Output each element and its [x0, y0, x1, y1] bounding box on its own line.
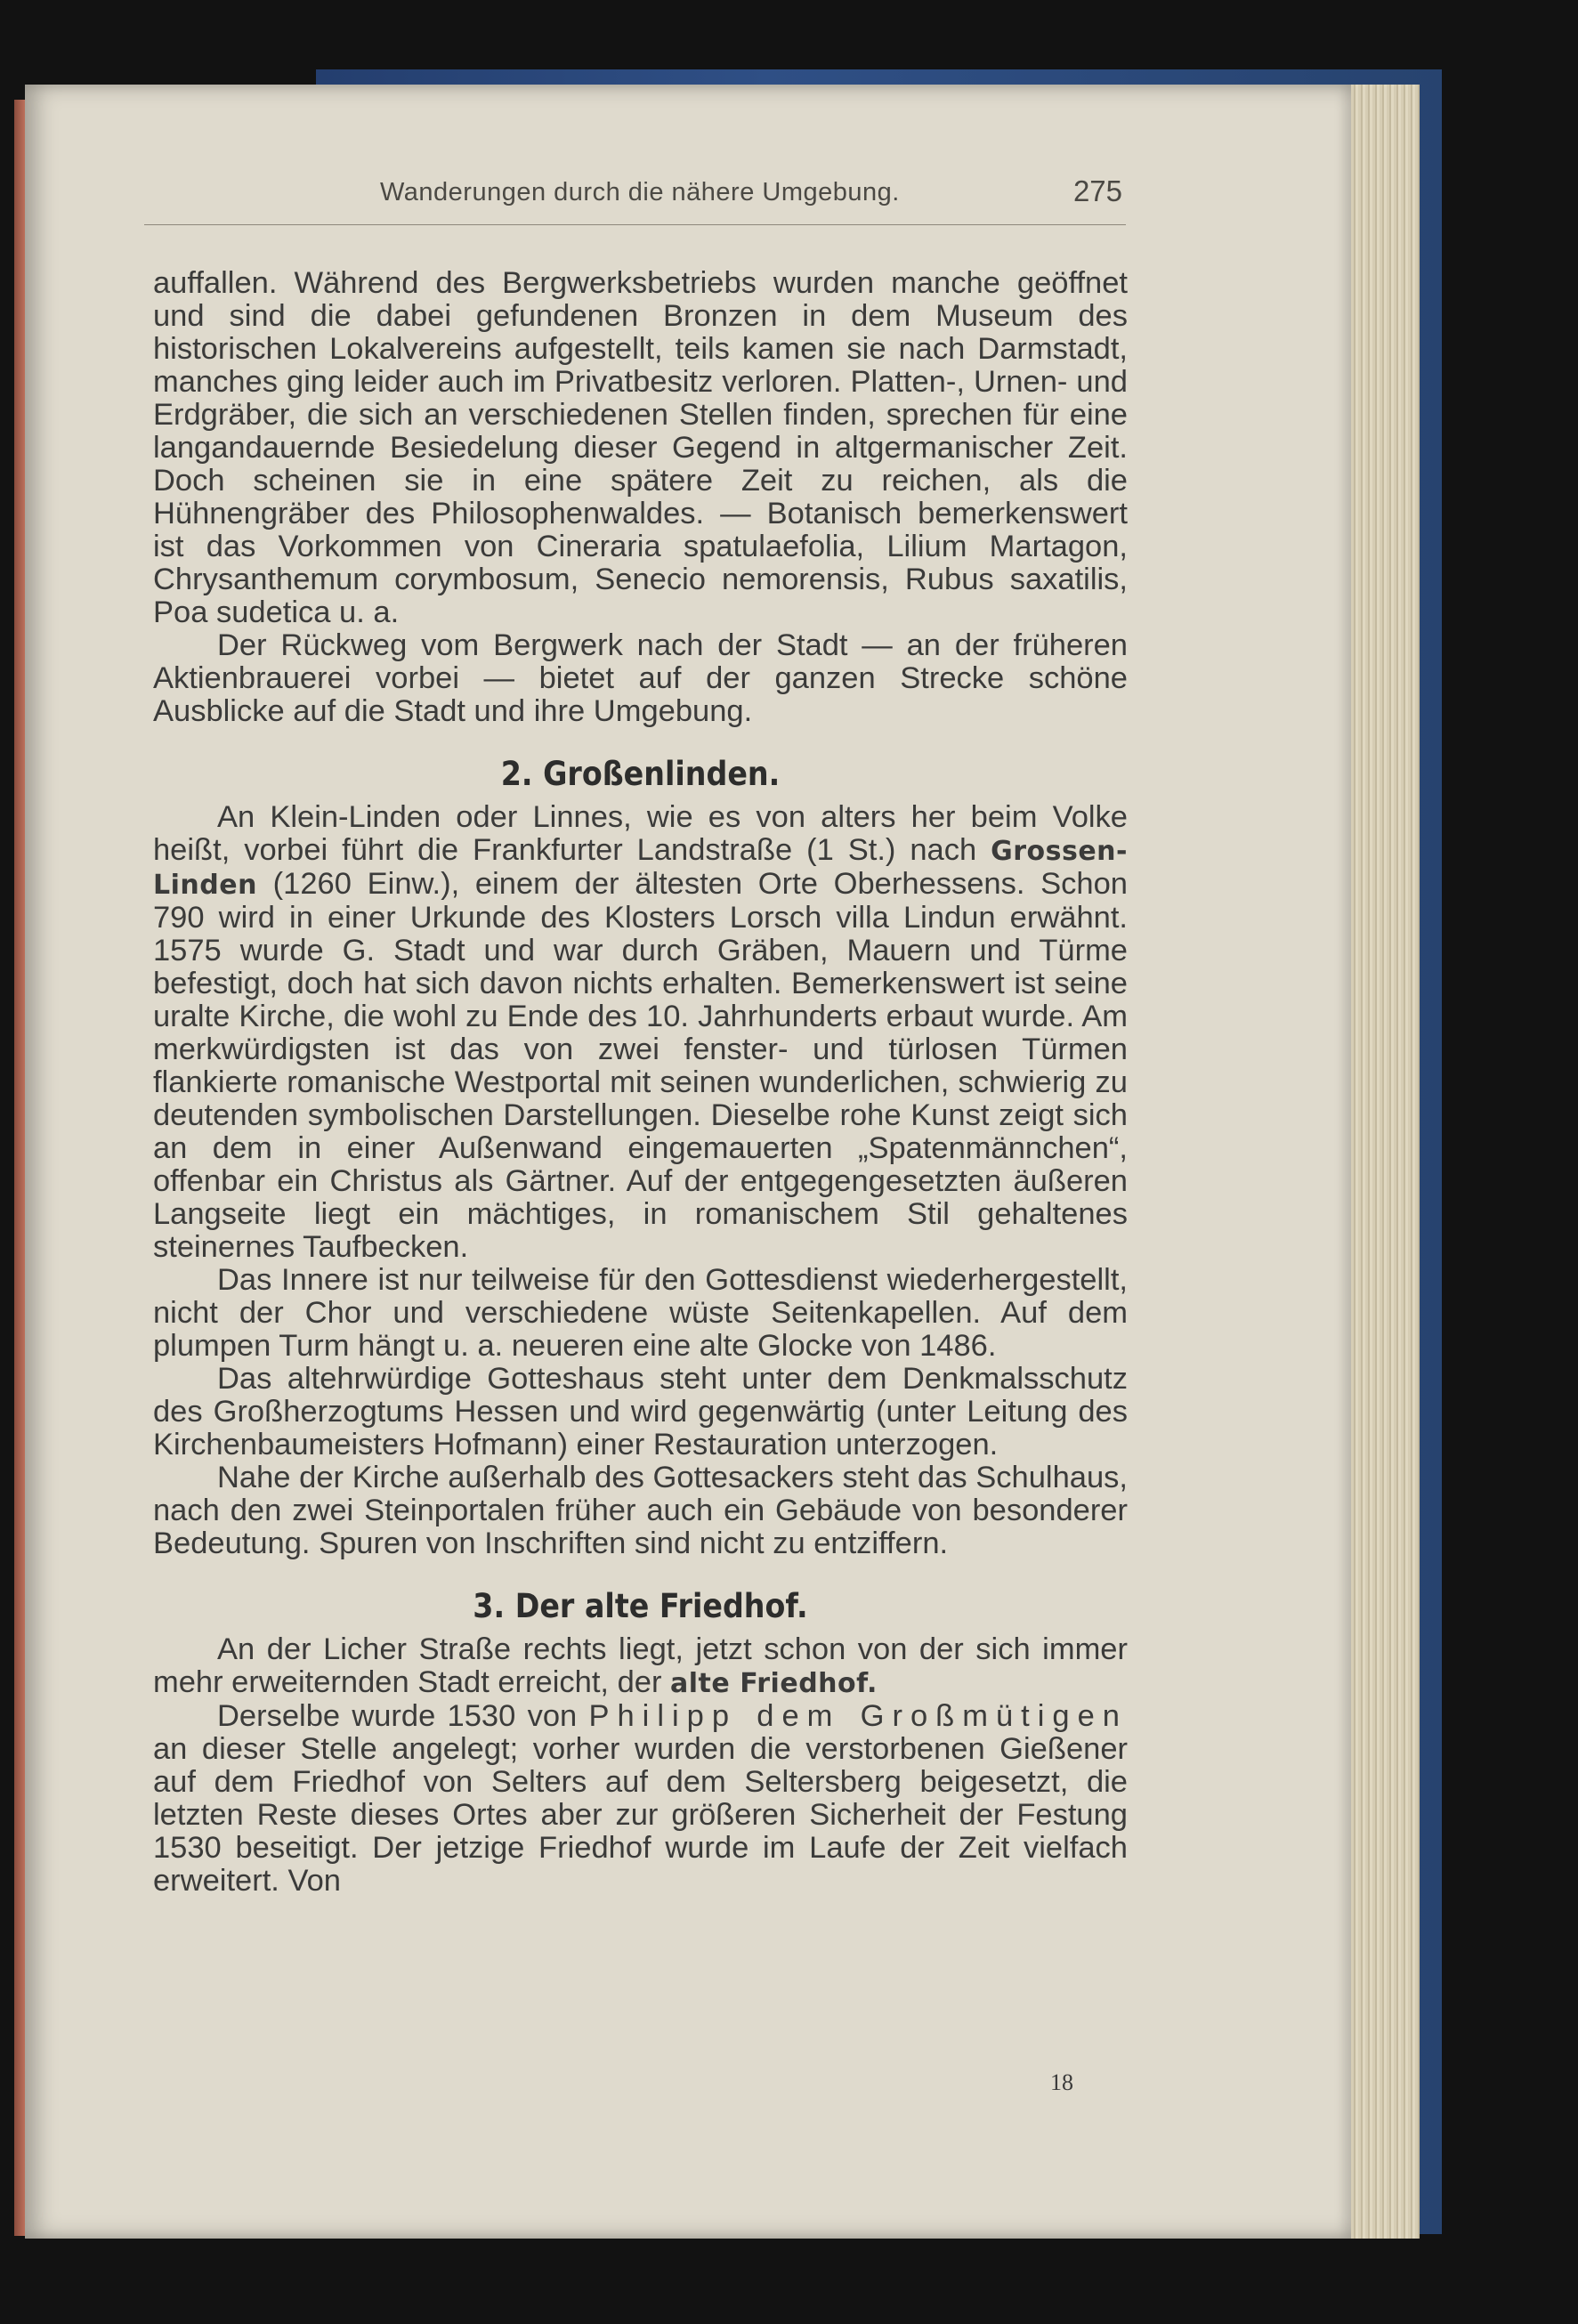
paragraph-grossenlinden [153, 801, 1128, 1264]
paragraph-friedhof-history-rest: an dieser Stelle angelegt; vorher wurden die verstorbenen Gießener auf dem Friedhof von Selters auf dem Seltersberg beigesetzt, die letzten Reste dieses Ortes aber zur größeren Sicherheit der Festung 1530 beseitigt. Der jetzige Friedhof wurde im Laufe der Zeit vielfach erweitert. Von [153, 1732, 1128, 1898]
paragraph-friedhof-history-start: Derselbe wurde 1530 von [217, 1699, 589, 1733]
term-alte-friedhof: alte Friedhof. [670, 1668, 878, 1699]
paragraph-grossenlinden-start: An Klein-Linden oder Linnes, wie es von alters her beim Volke heißt, vorbei führt die Frankfurter Landstraße (1 St.) nach [153, 800, 1128, 867]
page-number: 275 [1072, 174, 1122, 207]
body-text [153, 267, 1128, 1898]
paragraph-innere: Das Innere ist nur teilweise für den Gottesdienst wiederhergestellt, nicht der Chor und verschiedene wüste Seitenkapellen. Auf dem plumpen Turm hängt u. a. neueren eine alte Glocke von 1486. [153, 1263, 1128, 1363]
paragraph-bergwerk: auffallen. Während des Bergwerksbetriebs wurden manche geöffnet und sind die dabei gefundenen Bronzen in dem Museum des historischen Lokalvereins aufgestellt, teils kamen sie nach Darmstadt, manches ging leider auch im Privatbesitz verloren. Platten-, Urnen- und Erdgräber, die sich an verschiedenen Stellen finden, sprechen für eine langandauernde Besiedelung dieser Gegend in altgermanischer Zeit. Doch scheinen sie in eine spätere Zeit zu reichen, als die Hühnengräber des Philosophenwaldes. — Botanisch bemerkenswert ist das Vorkommen von Cineraria spatulaefolia, Lilium Martagon, Chrysanthemum corymbosum, Senecio nemorensis, Rubus saxatilis, Poa sudetica u. a. [153, 266, 1128, 629]
paragraph-schulhaus: Nahe der Kirche außerhalb des Gottesackers steht das Schulhaus, nach den zwei Steinportalen früher auch ein Gebäude von besonderer Bedeutung. Spuren von Inschriften sind nicht zu entziffern. [153, 1461, 1128, 1560]
printer-signature: 18 [1050, 2069, 1073, 2095]
paragraph-friedhof-history [153, 1700, 1128, 1898]
section-title-friedhof: 3. Der alte Friedhof. [473, 1587, 808, 1625]
running-title: Wanderungen durch die nähere Umgebung. [380, 178, 900, 206]
person-name-philipp: Philipp dem Großmütigen [588, 1699, 1128, 1733]
paragraph-friedhof-intro-start: An der Licher Straße rechts liegt, jetzt schon von der sich immer mehr erweiternden Stadt erreicht, der [153, 1632, 1128, 1699]
running-header [144, 174, 1126, 225]
paragraph-gotteshaus: Das altehrwürdige Gotteshaus steht unter dem Denkmalsschutz des Großherzogtums Hessen und wird gegenwärtig (unter Leitung des Kirchenbaumeisters Hofmann) einer Restauration unterzogen. [153, 1362, 1128, 1462]
paragraph-grossenlinden-rest: (1260 Einw.), einem der ältesten Orte Oberhessens. Schon 790 wird in einer Urkunde des Klosters Lorsch villa Lindun erwähnt. 1575 wurde G. Stadt und war durch Gräben, Mauern und Türme befestigt, doch hat sich davon nichts erhalten. Bemerkenswert ist seine uralte Kirche, die wohl zu Ende des 10. Jahrhunderts erbaut wurde. Am merkwürdigsten ist das von zwei fenster- und türlosen Türmen flankierte romanische Westportal mit seinen wunderlichen, schwierig zu deutenden symbolischen Darstellungen. Dieselbe rohe Kunst zeigt sich an dem in einer Außenwand eingemauerten „Spatenmännchen“, offenbar ein Christus als Gärtner. Auf der entgegengesetzten äußeren Langseite liegt ein mächtiges, in romanischem Stil gehaltenes steinernes Taufbecken. [153, 867, 1128, 1264]
paragraph-rueckweg: Der Rückweg vom Bergwerk nach der Stadt — an der früheren Aktienbrauerei vorbei — bietet auf der ganzen Strecke schöne Ausblicke auf die Stadt und ihre Umgebung. [153, 628, 1128, 728]
section-title-grossenlinden: 2. Großenlinden. [500, 755, 781, 793]
paragraph-friedhof-intro [153, 1633, 1128, 1700]
place-name-grossen-linden: Grossen-Linden [153, 836, 1128, 901]
